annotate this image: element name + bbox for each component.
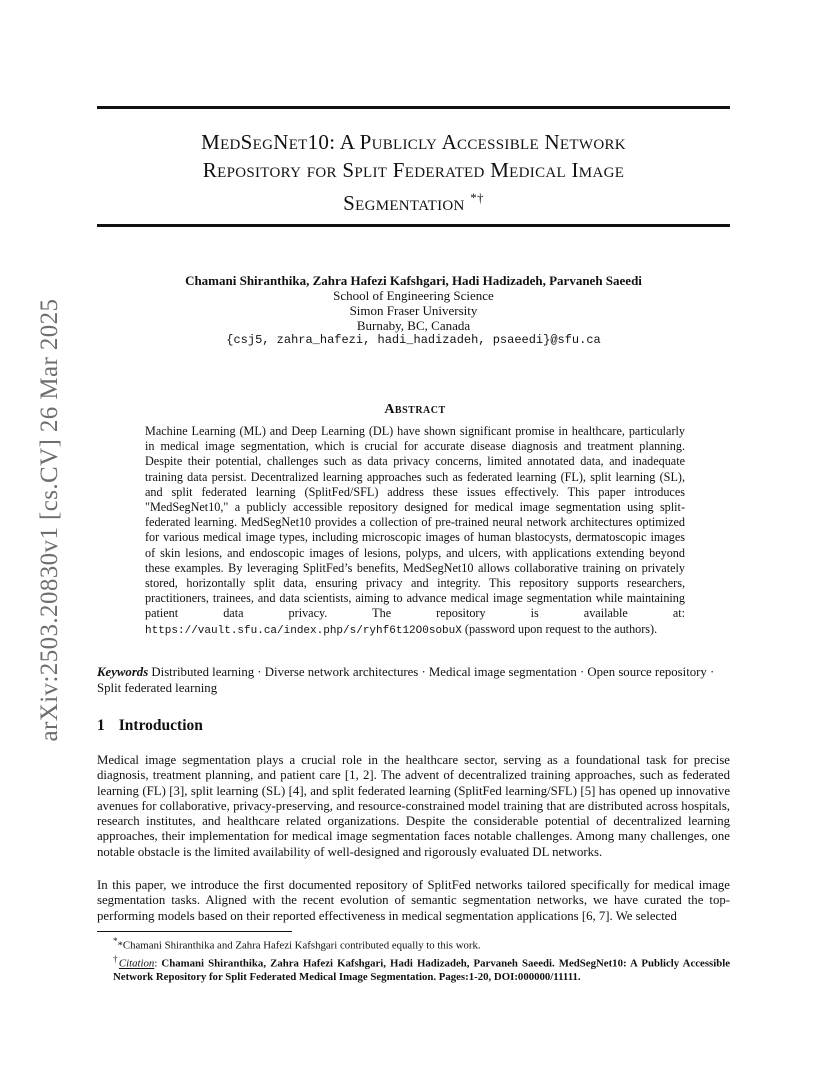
abstract-heading: Abstract xyxy=(384,402,446,417)
footnote-1 xyxy=(97,935,730,953)
arxiv-identifier: arXiv:2503.20830v1 [cs.CV] 26 Mar 2025 xyxy=(36,298,63,742)
title-line-3 xyxy=(97,184,730,217)
affiliation-department: School of Engineering Science xyxy=(333,288,494,303)
intro-paragraph-2: In this paper, we introduce the first documented repository of SplitFed networks tailored specifically for medical image segmentation tasks. Aligned with the recent evolution of semantic segmentation networks, we have curated the top-performing models based on their reported effectiveness in medical segmentation applications [6, 7]. We selected xyxy=(97,878,730,923)
bottom-rule xyxy=(97,224,730,227)
section-title: Introduction xyxy=(118,717,203,734)
keywords-label: Keywords xyxy=(97,665,149,679)
citation-label[interactable]: Citation xyxy=(118,957,155,970)
title-line-3-text: Segmentation xyxy=(343,191,465,215)
repository-link[interactable]: https://vault.sfu.ca/index.php/s/ryhf6t12O0sobuX xyxy=(145,624,462,637)
title-line-1: MedSegNet10: A Publicly Accessible Network xyxy=(201,130,626,154)
footnote-2-text: Chamani Shiranthika, Zahra Hafezi Kafshgari, Hadi Hadizadeh, Parvaneh Saeedi. MedSegNet10: A Publicly Accessible Network Repository for Split Federated Medical Image Segmentation. Pages:1-20, DOI:000000/11111. xyxy=(113,957,731,984)
keywords-text: Distributed learning · Diverse network architectures · Medical image segmentation · Open source repository · Split federated learning xyxy=(97,665,715,695)
title-line-2: Repository for Split Federated Medical Image xyxy=(202,158,625,182)
author-block xyxy=(97,273,730,348)
footnotes xyxy=(97,935,730,985)
section-heading xyxy=(97,717,203,735)
abstract-text: Machine Learning (ML) and Deep Learning (DL) have shown significant promise in healthcare, particularly in medical image segmentation, which is crucial for accurate disease diagnosis and treatment planning. Despite their potential, challenges such as data privacy concerns, limited annotated data, and inadequate training data persist. Decentralized learning approaches such as federated learning (FL), split learning (SL), and split federated learning (SplitFed/SFL) address these issues effectively. This paper introduces "MedSegNet10," a publicly accessible repository designed for medical image segmentation using split-federated learning. MedSegNet10 provides a collection of pre-trained neural network architectures optimized for various medical image types, including microscopic images of human blastocysts, dermatoscopic images of skin lesions, and endoscopic images of lesions, polyps, and ulcers, with applications extending beyond these examples. By leveraging SplitFed’s benefits, MedSegNet10 allows collaborative training on privately stored, horizontally split data, ensuring privacy and integrity. This repository supports researchers, practitioners, trainees, and data scientists, aiming to advance medical image segmentation while maintaining patient data privacy. The repository is available at: xyxy=(145,424,685,621)
author-names: Chamani Shiranthika, Zahra Hafezi Kafshgari, Hadi Hadizadeh, Parvaneh Saeedi xyxy=(185,273,642,288)
abstract-body xyxy=(145,424,685,639)
footnote-2-mark: † xyxy=(113,954,119,965)
footnote-rule xyxy=(97,931,292,932)
affiliation-location: Burnaby, BC, Canada xyxy=(356,318,471,333)
paper-title xyxy=(97,128,730,217)
intro-paragraph-1: Medical image segmentation plays a crucial role in the healthcare sector, serving as a foundational task for precise diagnosis, treatment planning, and patient care [1, 2]. The advent of decentralized training approaches, such as federated learning (FL) [3], split learning (SL) [4], and split federated learning (SplitFed learning/SFL) [5] has opened up innovative avenues for collaborative, privacy-preserving, and resource-constrained model training that are distributed across hospitals, research institutes, and healthcare related organizations. Despite the considerable potential of decentralized learning approaches, their implementation for medical image segmentation faces notable challenges. Among many challenges, one notable obstacle is the limited availability of well-designed and rigorously evaluated DL networks. xyxy=(97,753,730,859)
footnote-1-text: *Chamani Shiranthika and Zahra Hafezi Kafshgari contributed equally to this work. xyxy=(117,939,481,952)
abstract-text-end: (password upon request to the authors). xyxy=(464,621,658,636)
top-rule xyxy=(97,106,730,109)
title-footnote-marks: *† xyxy=(470,190,484,205)
footnote-1-mark: * xyxy=(113,936,118,946)
keywords-block xyxy=(97,665,730,696)
section-number: 1 xyxy=(97,717,105,734)
author-emails[interactable]: {csj5, zahra_hafezi, hadi_hadizadeh, psaeedi}@sfu.ca xyxy=(226,333,601,347)
footnote-2: †Citation: Chamani Shiranthika, Zahra Hafezi Kafshgari, Hadi Hadizadeh, Parvaneh Saeedi. MedSegNet10: A Publicly Accessible Network Repository for Split Federated Medical Image Segmentation. Pages:1-20, DOI:000000/11111. xyxy=(113,954,731,984)
affiliation-university: Simon Fraser University xyxy=(349,303,478,318)
